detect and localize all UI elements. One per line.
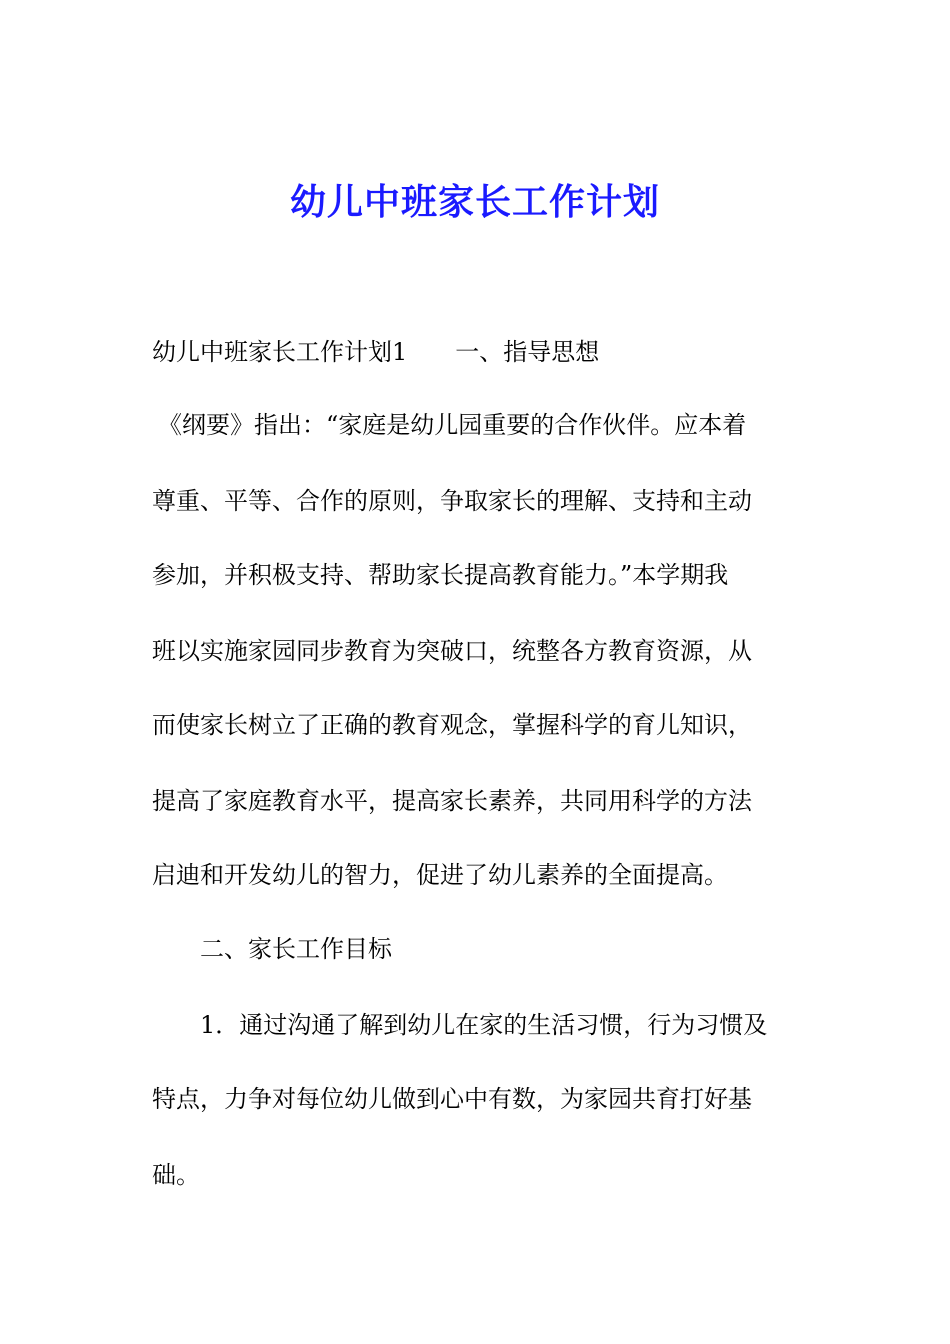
section-heading-line	[152, 335, 599, 369]
section-heading-guiding-idea: 一、指导思想	[455, 338, 600, 366]
paragraph-line: 而使家长树立了正确的教育观念，掌握科学的育儿知识，	[152, 711, 752, 739]
paragraph-line: 尊重、平等、合作的原则，争取家长的理解、支持和主动	[152, 487, 752, 515]
paragraph-line: 启迪和开发幼儿的智力，促进了幼儿素养的全面提高。	[152, 861, 728, 889]
paragraph-line: 《纲要》指出：“家庭是幼儿园重要的合作伙伴。应本着	[158, 411, 747, 439]
paragraph-line: 参加，并积极支持、帮助家长提高教育能力。”本学期我	[152, 561, 729, 589]
paragraph-line: 提高了家庭教育水平，提高家长素养，共同用科学的方法	[152, 787, 752, 815]
paragraph-line: 班以实施家园同步教育为突破口，统整各方教育资源，从	[152, 637, 752, 665]
paragraph-line: 础。	[152, 1161, 200, 1189]
paragraph-line: 特点，力争对每位幼儿做到心中有数，为家园共育打好基	[152, 1085, 752, 1113]
document-title: 幼儿中班家长工作计划	[289, 181, 660, 223]
section-heading-parent-work-goals: 二、家长工作目标	[200, 935, 392, 963]
paragraph-line: 1．通过沟通了解到幼儿在家的生活习惯，行为习惯及	[200, 1011, 768, 1039]
plan-number-label: 幼儿中班家长工作计划1	[152, 338, 408, 366]
